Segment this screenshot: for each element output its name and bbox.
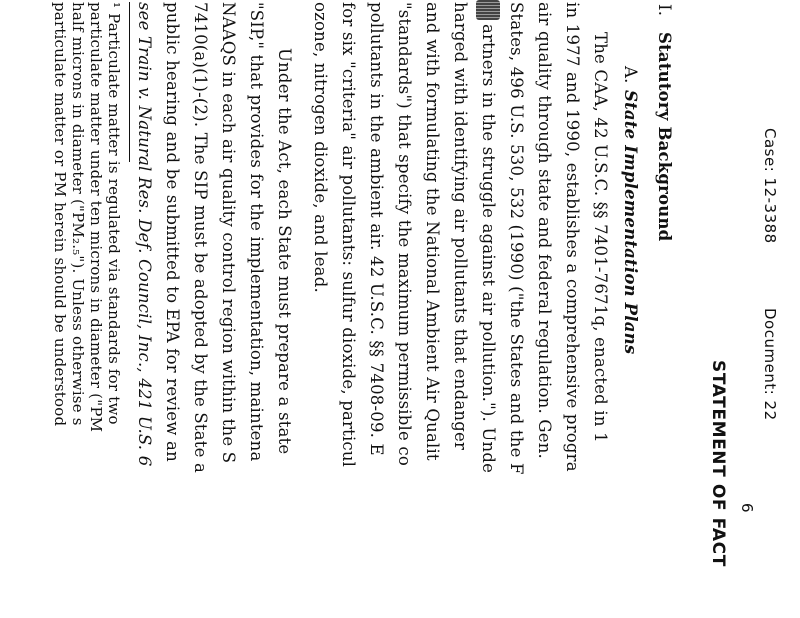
case-number: Case: 12-3388	[761, 128, 779, 244]
body-line: public hearing and be submitted to EPA for review an	[163, 2, 182, 462]
section-numeral: I.	[655, 4, 674, 17]
body-line: and with formulating the National Ambient Air Qualit	[423, 2, 442, 461]
body-line: artners in the struggle against air pollution."). Unde	[479, 24, 498, 474]
body-line: in 1977 and 1990, establishes a comprehensive progra	[563, 2, 582, 472]
footnote-line: half microns in diameter ("PM₂.₅"). Unless otherwise s	[69, 2, 87, 426]
section-heading: Statutory Background	[655, 32, 674, 242]
subsection-letter: A.	[621, 66, 640, 84]
body-line: 7410(a)(1)-(2). The SIP must be adopted by the State a	[191, 2, 210, 474]
footnote-line: ¹ Particulate matter is regulated via standards for two	[105, 2, 123, 425]
body-line: "standards") that specify the maximum permissible co	[395, 2, 414, 466]
footnote-line: particulate matter under ten microns in diameter ("PM	[87, 2, 105, 433]
footnote-rule	[129, 2, 130, 162]
body-line: for six "criteria" air pollutants: sulfur dioxide, particul	[339, 2, 358, 468]
page-number: 6	[738, 503, 756, 513]
body-line: air quality through state and federal regulation. Gen.	[535, 2, 554, 459]
body-line: ozone, nitrogen dioxide, and lead.	[311, 2, 330, 293]
body-line: see Train v. Natural Res. Def. Council, Inc., 421 U.S. 6	[135, 2, 154, 467]
body-line: States, 496 U.S. 530, 532 (1990) ("the States and the F	[507, 2, 526, 475]
body-line: Under the Act, each State must prepare a state	[275, 48, 294, 455]
body-line: "SIP," that provides for the implementation, maintena	[247, 2, 266, 462]
page-title: STATEMENT OF FACT	[708, 360, 728, 567]
footnote-line: particulate matter or PM herein should be understood	[51, 2, 69, 427]
body-line: harged with identifying air pollutants that endanger	[451, 2, 470, 451]
body-line: The CAA, 42 U.S.C. §§ 7401-7671q, enacted in 1	[591, 32, 610, 443]
document-number: Document: 22	[761, 308, 779, 421]
body-line: pollutants in the ambient air. 42 U.S.C. §§ 7408-09. E	[367, 2, 386, 456]
subsection-heading: State Implementation Plans	[621, 90, 640, 355]
body-line: NAAQS in each air quality control region within the S	[219, 2, 238, 464]
scan-smudge	[476, 0, 500, 20]
